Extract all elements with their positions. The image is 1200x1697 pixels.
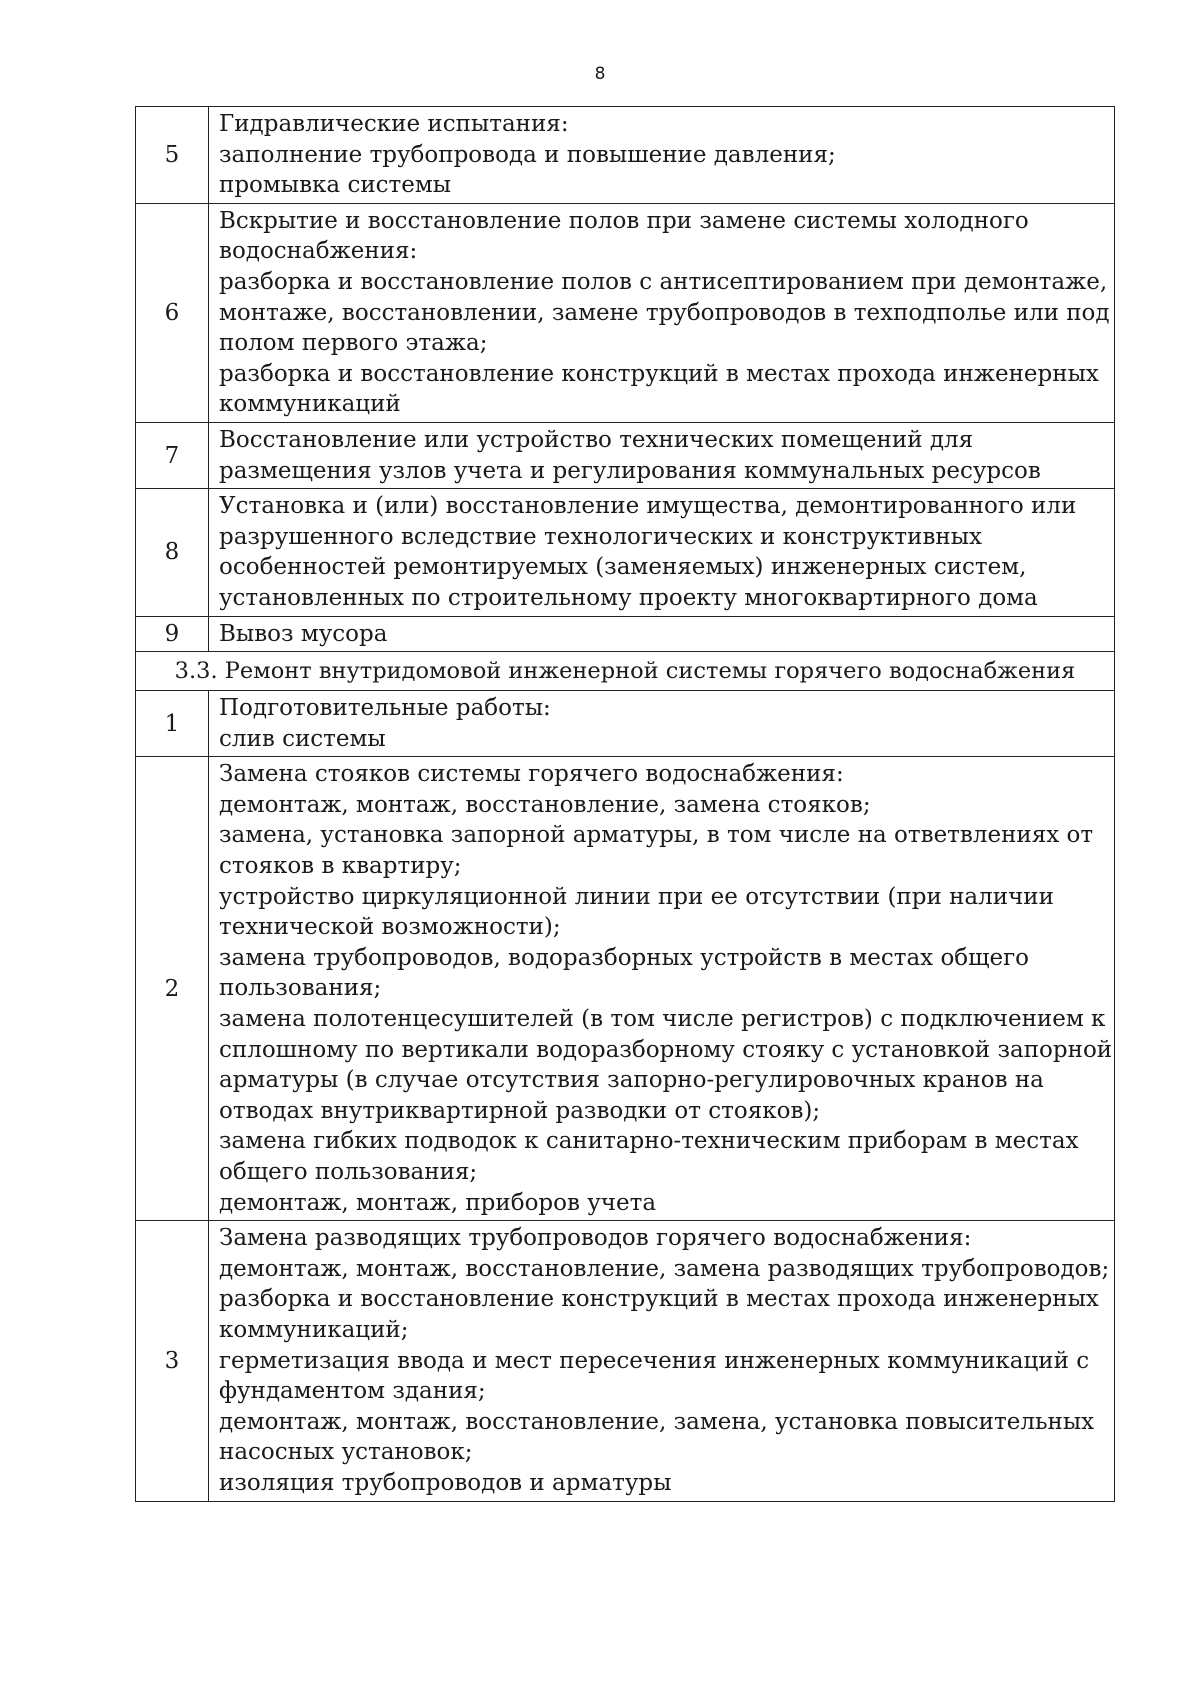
- section-title: 3.3. Ремонт внутридомовой инженерной системы горячего водоснабжения: [136, 652, 1115, 691]
- description-line: промывка системы: [219, 172, 452, 199]
- work-description: [209, 203, 1115, 422]
- table-row: [136, 757, 1115, 1221]
- description-line: сплошному по вертикали водоразборному стояку с установкой запорной: [219, 1036, 1113, 1063]
- table-row: [136, 1221, 1115, 1501]
- description-line: Вскрытие и восстановление полов при замене системы холодного: [219, 207, 1029, 234]
- row-number: 5: [136, 107, 209, 204]
- row-number: 9: [136, 616, 209, 652]
- description-line: устройство циркуляционной линии при ее отсутствии (при наличии: [219, 883, 1054, 910]
- description-line: замена полотенцесушителей (в том числе регистров) с подключением к: [219, 1006, 1106, 1033]
- description-line: заполнение трубопровода и повышение давления;: [219, 141, 836, 168]
- table-row: [136, 489, 1115, 616]
- description-line: герметизация ввода и мест пересечения инженерных коммуникаций с: [219, 1347, 1090, 1374]
- description-line: демонтаж, монтаж, приборов учета: [219, 1189, 657, 1216]
- description-line: размещения узлов учета и регулирования коммунальных ресурсов: [219, 457, 1041, 484]
- description-line: замена трубопроводов, водоразборных устройств в местах общего: [219, 944, 1030, 971]
- description-line: Восстановление или устройство технических помещений для: [219, 426, 974, 453]
- description-line: насосных установок;: [219, 1439, 473, 1466]
- table-row: [136, 616, 1115, 652]
- table-row: [136, 203, 1115, 422]
- row-number: 1: [136, 691, 209, 757]
- description-line: слив системы: [219, 725, 386, 752]
- row-number: 2: [136, 757, 209, 1221]
- work-description: [209, 107, 1115, 204]
- description-line: коммуникаций: [219, 391, 401, 418]
- description-line: Установка и (или) восстановление имущества, демонтированного или: [219, 493, 1077, 520]
- description-line: установленных по строительному проекту многоквартирного дома: [219, 584, 1038, 611]
- description-line: демонтаж, монтаж, восстановление, замена разводящих трубопроводов;: [219, 1255, 1110, 1282]
- description-line: Замена стояков системы горячего водоснабжения:: [219, 761, 844, 788]
- description-line: Подготовительные работы:: [219, 695, 551, 722]
- work-description: [209, 422, 1115, 488]
- work-description: [209, 757, 1115, 1221]
- description-line: фундаментом здания;: [219, 1378, 486, 1405]
- table-row: [136, 107, 1115, 204]
- page-number: 8: [594, 64, 606, 84]
- description-line: Гидравлические испытания:: [219, 111, 569, 137]
- works-table: [135, 106, 1115, 1502]
- work-description: [209, 489, 1115, 616]
- description-line: замена гибких подводок к санитарно-техническим приборам в местах: [219, 1128, 1079, 1155]
- row-number: 7: [136, 422, 209, 488]
- description-line: технической возможности);: [219, 914, 561, 941]
- description-line: Вывоз мусора: [219, 620, 388, 647]
- description-line: изоляция трубопроводов и арматуры: [219, 1469, 672, 1496]
- row-number: 8: [136, 489, 209, 616]
- description-line: разборка и восстановление конструкций в местах прохода инженерных: [219, 360, 1099, 387]
- description-line: разборка и восстановление полов с антисептированием при демонтаже,: [219, 268, 1108, 295]
- section-row: [136, 652, 1115, 691]
- description-line: отводах внутриквартирной разводки от стояков);: [219, 1097, 821, 1124]
- description-line: стояков в квартиру;: [219, 853, 462, 880]
- work-description: [209, 1221, 1115, 1501]
- description-line: Замена разводящих трубопроводов горячего водоснабжения:: [219, 1225, 972, 1252]
- description-line: водоснабжения:: [219, 238, 418, 265]
- description-line: замена, установка запорной арматуры, в том числе на ответвлениях от: [219, 822, 1094, 849]
- row-number: 6: [136, 203, 209, 422]
- description-line: разборка и восстановление конструкций в местах прохода инженерных: [219, 1286, 1099, 1313]
- description-line: коммуникаций;: [219, 1316, 409, 1343]
- description-line: общего пользования;: [219, 1159, 478, 1185]
- description-line: особенностей ремонтируемых (заменяемых) инженерных систем,: [219, 554, 1027, 581]
- row-number: 3: [136, 1221, 209, 1501]
- description-line: арматуры (в случае отсутствия запорно-регулировочных кранов на: [219, 1067, 1044, 1094]
- table-row: [136, 422, 1115, 488]
- description-line: монтаже, восстановлении, замене трубопроводов в техподполье или под: [219, 299, 1110, 326]
- description-line: демонтаж, монтаж, восстановление, замена, установка повысительных: [219, 1408, 1095, 1435]
- description-line: демонтаж, монтаж, восстановление, замена стояков;: [219, 791, 871, 818]
- work-description: [209, 616, 1115, 652]
- description-line: полом первого этажа;: [219, 330, 488, 357]
- work-description: [209, 691, 1115, 757]
- description-line: пользования;: [219, 975, 382, 1002]
- description-line: разрушенного вследствие технологических и конструктивных: [219, 523, 983, 550]
- table-row: [136, 691, 1115, 757]
